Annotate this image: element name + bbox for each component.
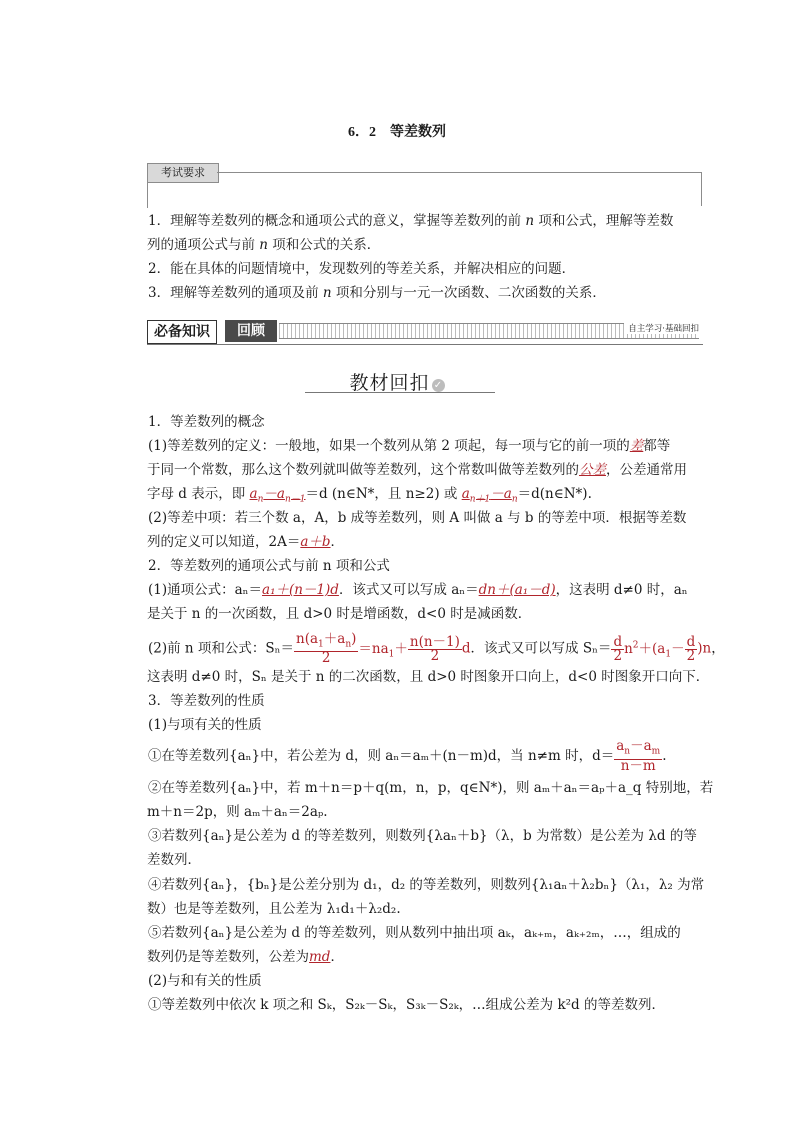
s1-def-line3: 字母 d 表示，即 $a_n-a_{n-1}=d$ (n∈N*，且 n≥2) 或 $a_{n+1}-a_n=d(n\in N*)$. <box>147 486 592 505</box>
section-title: 等差数列 <box>390 124 446 140</box>
s2-general-line1: (1)通项公式：aₙ＝a₁＋(n－1)d．该式又可以写成 aₙ＝dn＋(a₁－d)，这表明 d≠0 时，aₙ <box>148 582 688 598</box>
divider <box>217 172 701 173</box>
divider <box>147 344 703 345</box>
divider <box>147 182 148 208</box>
s1-heading: 1．等差数列的概念 <box>148 414 265 430</box>
s3-heading: 3．等差数列的性质 <box>148 693 265 709</box>
s3-prop4-line2: 数）也是等差数列，且公差为 λ₁d₁＋λ₂d₂. <box>147 901 401 917</box>
s3-sub2: (2)与和有关的性质 <box>148 973 262 989</box>
s2-general-line2: 是关于 n 的一次函数，且 d>0 时是增函数，d<0 时是减函数． <box>147 606 532 622</box>
s3-sub1: (1)与项有关的性质 <box>148 717 262 733</box>
banner-tag: 自主学习·基础回扣 <box>624 322 703 334</box>
s3-prop3-line1: ③若数列{aₙ}是公差为 d 的等差数列，则数列{λaₙ＋b}（λ，b 为常数）是公差为 λd 的等 <box>148 828 697 844</box>
s1-def-line2: 于同一个常数，那么这个数列就叫做等差数列，这个常数叫做等差数列的公差，公差通常用 <box>147 462 687 478</box>
requirement-1-line2: 列的通项公式与前 n 项和公式的关系． <box>147 237 381 253</box>
s2-heading: 2．等差数列的通项公式与前 n 项和公式 <box>148 558 390 574</box>
s3-prop1: ①在等差数列{aₙ}中，若公差为 d，则 aₙ＝aₘ＋(n－m)d，当 n≠m 时，d＝ $\frac{a_n-a_m}{n-m}$ . <box>148 738 667 774</box>
page-title <box>0 121 794 141</box>
requirement-2: 2．能在具体的问题情境中，发现数列的等差关系，并解决相应的问题． <box>148 261 576 277</box>
section-banner <box>147 320 703 342</box>
s3-prop5-line1: ⑤若数列{aₙ}是公差为 d 的等差数列，则从数列中抽出项 aₖ，aₖ₊ₘ，aₖ₊₂ₘ，…，组成的 <box>148 925 681 941</box>
s3-prop4-line1: ④若数列{aₙ}，{bₙ}是公差分别为 d₁，d₂ 的等差数列，则数列{λ₁aₙ＋λ₂bₙ}（λ₁，λ₂ 为常 <box>148 877 705 893</box>
exam-requirements-tab: 考试要求 <box>147 163 219 183</box>
check-icon: ✓ <box>432 379 445 392</box>
divider <box>305 392 495 393</box>
s2-sum-line2: 这表明 d≠0 时，Sₙ 是关于 n 的二次函数，且 d>0 时图象开口向上，d<0 时图象开口向下． <box>147 669 710 685</box>
s1-mid-line1: (2)等差中项：若三个数 a，A，b 成等差数列，则 A 叫做 a 与 b 的等差中项．根据等差数 <box>148 510 687 526</box>
requirement-3: 3．理解等差数列的通项及前 n 项和分别与一元一次函数、二次函数的关系． <box>148 285 606 301</box>
divider <box>701 172 702 206</box>
banner-label: 必备知识 <box>147 320 217 344</box>
s3-prop3-line2: 差数列． <box>147 852 201 868</box>
s2-sum-line1: (2)前 n 项和公式：Sₙ＝ $\frac{n(a_1+a_n)}{2}$ $=na_1+$ $\frac{n(n-1)}{2}$ d．该式又可以写成 Sₙ＝ $\frac{d}{2}$ $n^2+(a_1-$ $\frac{d}{2}$ )n， <box>148 630 725 667</box>
s3-prop2-line1: ②在等差数列{aₙ}中，若 m＋n＝p＋q(m，n，p，q∈N*)，则 aₘ＋aₙ＝aₚ＋a_q 特别地，若 <box>148 780 714 796</box>
s1-mid-line2: 列的定义可以知道，2A＝a＋b． <box>147 534 345 550</box>
requirement-1-line1: 1．理解等差数列的概念和通项公式的意义，掌握等差数列的前 n 项和公式，理解等差数 <box>148 213 674 229</box>
s3-prop5-line2: 数列仍是等差数列，公差为md． <box>147 949 344 965</box>
review-header: 教材回扣 ✓ <box>0 368 794 395</box>
s3-sum-prop1: ①等差数列中依次 k 项之和 Sₖ，S₂ₖ－Sₖ，S₃ₖ－S₂ₖ，…组成公差为 k²d 的等差数列． <box>148 997 665 1013</box>
s1-def-line1: (1)等差数列的定义：一般地，如果一个数列从第 2 项起，每一项与它的前一项的差都等 <box>148 438 671 454</box>
section-number: 6．2 <box>348 125 376 140</box>
banner-highlight: 回顾 <box>225 320 277 342</box>
s3-prop2-line2: m＋n＝2p，则 aₘ＋aₙ＝2aₚ. <box>147 804 328 820</box>
